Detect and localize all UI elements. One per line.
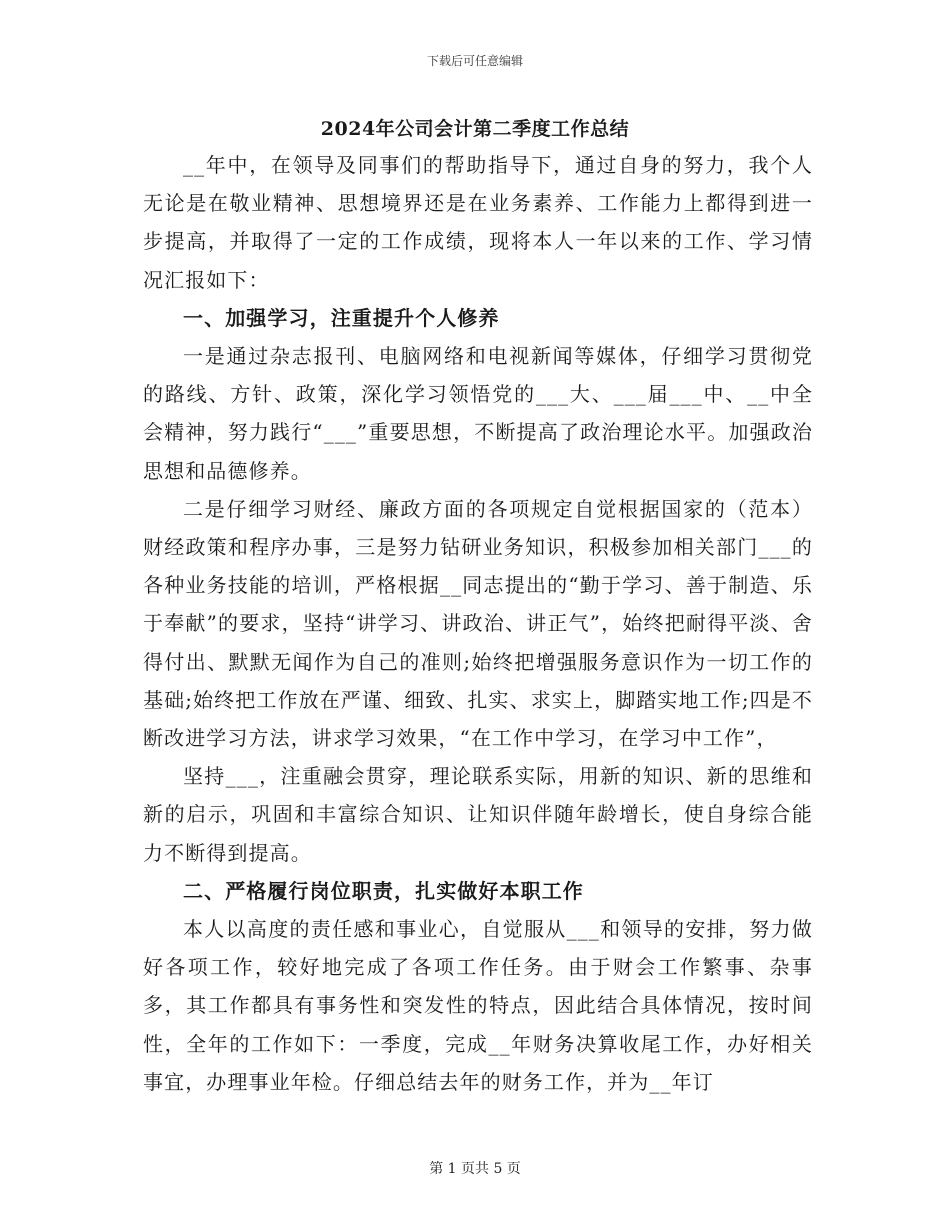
document-body [143,146,813,1101]
intro-paragraph: __年中，在领导及同事们的帮助指导下，通过自身的努力，我个人无论是在敬业精神、思想境界还是在业务素养、工作能力上都得到进一步提高，并取得了一定的工作成绩，现将本人一年以来的工作、学习情况汇报如下： [143,153,813,292]
body-paragraph: 一是通过杂志报刊、电脑网络和电视新闻等媒体，仔细学习贯彻党的路线、方针、政策，深化学习领悟党的___大、___届___中、__中全会精神，努力践行“___”重要思想，不断提高了政治理论水平。加强政治思想和品德修养。 [143,344,813,483]
section-heading-2: 二、严格履行岗位职责，扎实做好本职工作 [183,878,584,903]
body-paragraph: 坚持___，注重融会贯穿，理论联系实际，用新的知识、新的思维和新的启示，巩固和丰富综合知识、让知识伴随年龄增长，使自身综合能力不断得到提高。 [143,764,813,865]
body-paragraph: 本人以高度的责任感和事业心，自觉服从___和领导的安排，努力做好各项工作，较好地完成了各项工作任务。由于财会工作繁事、杂事多，其工作都具有事务性和突发性的特点，因此结合具体情况，按时间性，全年的工作如下：一季度，完成__年财务决算收尾工作，办好相关事宜，办理事业年检。仔细总结去年的财务工作，并为__年订 [143,917,813,1094]
header-note: 下载后可任意编辑 [426,54,523,68]
page-number: 第 1 页共 5 页 [429,1161,521,1177]
document-title: 2024年公司会计第二季度工作总结 [320,118,630,140]
body-paragraph: 二是仔细学习财经、廉政方面的各项规定自觉根据国家的（范本）财经政策和程序办事，三是努力钻研业务知识，积极参加相关部门___的各种业务技能的培训，严格根据__同志提出的“勤于学习、善于制造、乐于奉献”的要求，坚持“讲学习、讲政治、讲正气”，始终把耐得平淡、舍得付出、默默无闻作为自己的准则;始终把增强服务意识作为一切工作的基础;始终把工作放在严谨、细致、扎实、求实上，脚踏实地工作;四是不断改进学习方法，讲求学习效果，“在工作中学习，在学习中工作”， [143,496,813,751]
section-heading-1: 一、加强学习，注重提升个人修养 [183,305,500,330]
